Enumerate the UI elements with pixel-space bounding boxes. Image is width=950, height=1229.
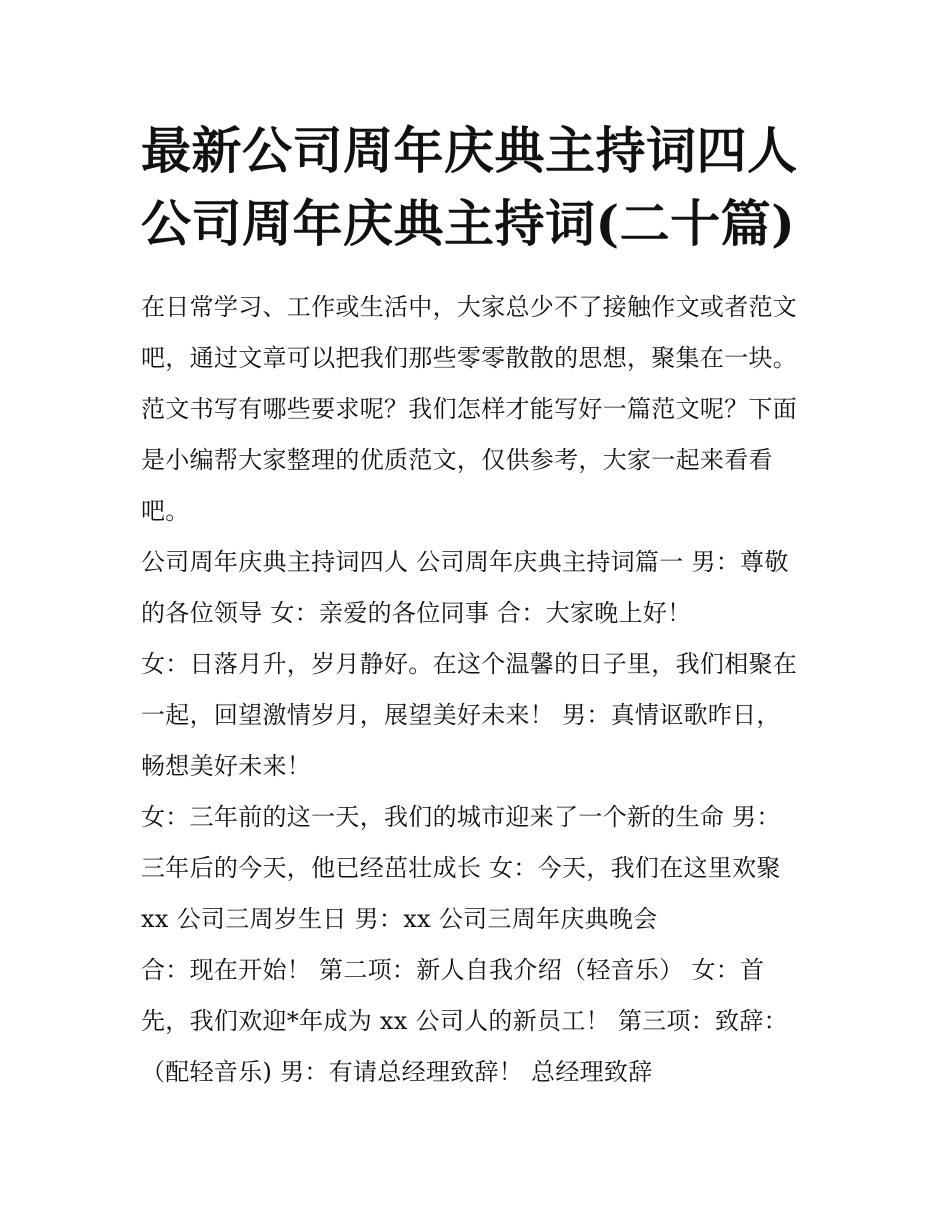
body-line: 三年后的今天，他已经茁壮成长 女：今天，我们在这里欢聚	[141, 854, 781, 882]
body-line: 吧，通过文章可以把我们那些零零散散的思想，聚集在一块。	[141, 344, 798, 372]
body-line: 女：日落月升，岁月静好。在这个温馨的日子里，我们相聚在	[141, 650, 798, 678]
body-line: 范文书写有哪些要求呢？我们怎样才能写好一篇范文呢？下面	[141, 395, 798, 423]
document-body	[141, 282, 831, 1098]
body-line: 畅想美好未来！	[141, 752, 312, 780]
body-line: 先，我们欢迎*年成为 xx 公司人的新员工！ 第三项：致辞：	[141, 1007, 788, 1035]
document-title-line-1: 最新公司周年庆典主持词四人	[141, 121, 798, 180]
body-line: 公司周年庆典主持词四人 公司周年庆典主持词篇一 男：尊敬	[141, 548, 789, 576]
body-line: 一起，回望激情岁月，展望美好未来！ 男：真情讴歌昨日，	[141, 701, 781, 729]
body-line: 合：现在开始！ 第二项：新人自我介绍（轻音乐） 女：首	[141, 956, 765, 984]
document-title-line-2: 公司周年庆典主持词(二十篇)	[141, 194, 796, 253]
body-line: 吧。	[141, 497, 190, 525]
body-line: 的各位领导 女：亲爱的各位同事 合：大家晚上好！	[141, 599, 692, 627]
body-line: xx 公司三周岁生日 男：xx 公司三周年庆典晚会	[141, 905, 658, 933]
document-page	[141, 114, 831, 1098]
body-line: 是小编帮大家整理的优质范文，仅供参考，大家一起来看看	[141, 446, 773, 474]
body-line: 女：三年前的这一天，我们的城市迎来了一个新的生命 男：	[141, 803, 781, 831]
body-line: （配轻音乐) 男：有请总经理致辞！ 总经理致辞	[141, 1058, 653, 1086]
body-line: 在日常学习、工作或生活中，大家总少不了接触作文或者范文	[141, 293, 798, 321]
